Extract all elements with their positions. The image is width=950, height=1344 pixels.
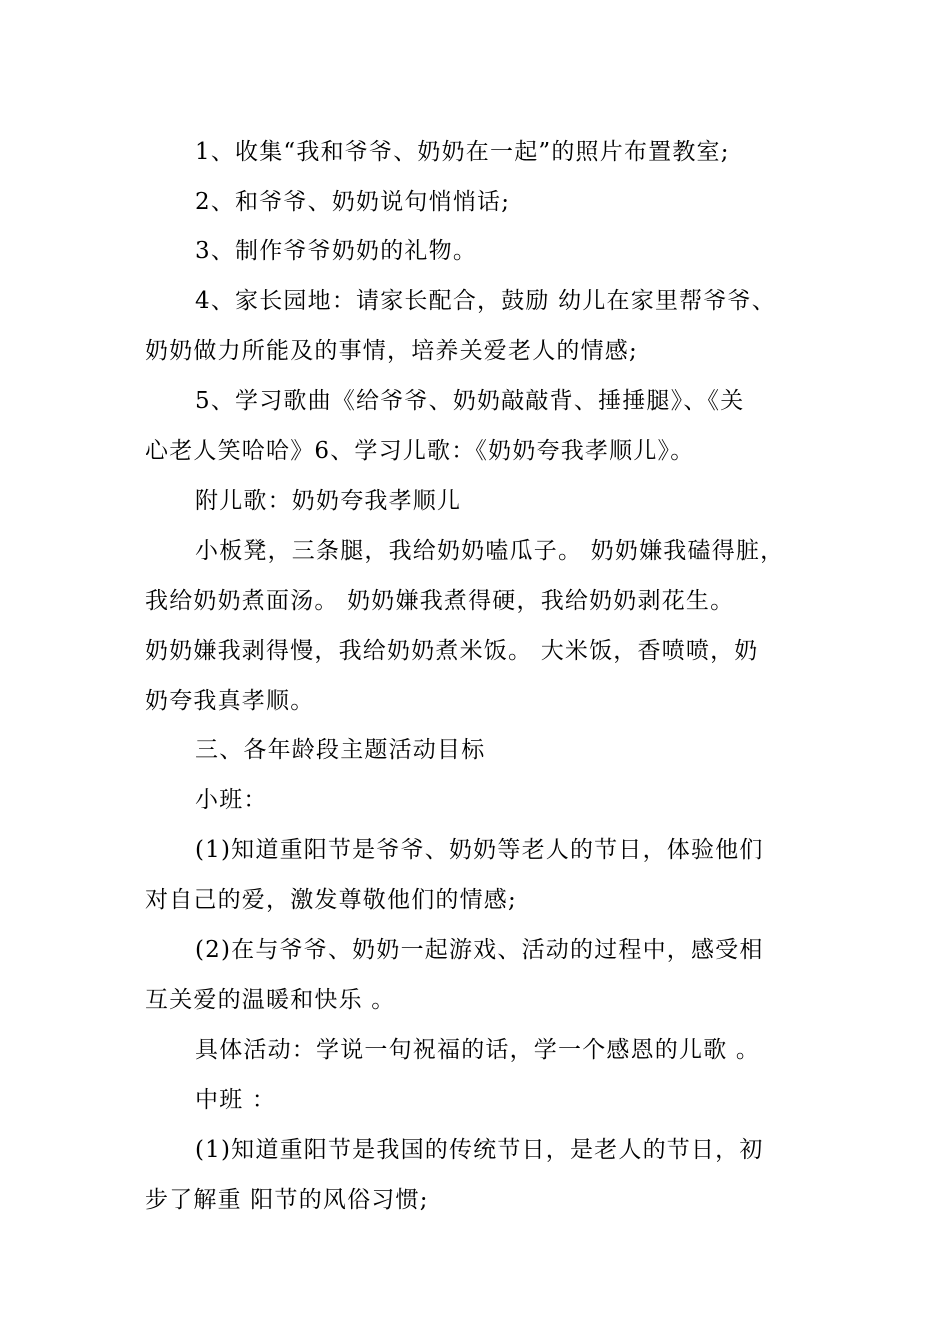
text-line: 步了解重 阳节的风俗习惯; bbox=[145, 1187, 429, 1213]
text-line: 心老人笑哈哈》6、学习儿歌：《奶奶夸我孝顺儿》。 bbox=[145, 438, 695, 464]
subheading-middle-class: 中班 ： bbox=[195, 1087, 277, 1113]
text-line: 2、和爷爷、奶奶说句悄悄话; bbox=[195, 189, 511, 215]
text-line: 1、收集“我和爷爷、奶奶在一起”的照片布置教室; bbox=[195, 139, 730, 165]
text-line: 奶夸我真孝顺。 bbox=[145, 688, 315, 714]
text-line: 奶奶做力所能及的事情，培养关爱老人的情感; bbox=[145, 338, 638, 364]
text-line: 5、学习歌曲《给爷爷、奶奶敲敲背、捶捶腿》、《关 bbox=[195, 388, 745, 414]
text-line: 4、家长园地：请家长配合，鼓励 幼儿在家里帮爷爷、 bbox=[195, 288, 776, 314]
text-line: 我给奶奶煮面汤。 奶奶嫌我煮得硬，我给奶奶剥花生。 bbox=[145, 588, 735, 614]
text-line: 奶奶嫌我剥得慢，我给奶奶煮米饭。 大米饭，香喷喷，奶 bbox=[145, 638, 759, 664]
text-line: 具体活动：学说一句祝福的话，学一个感恩的儿歌 。 bbox=[195, 1037, 761, 1063]
subheading-small-class: 小班： bbox=[195, 787, 268, 813]
text-line: 小板凳，三条腿，我给奶奶嗑瓜子。 奶奶嫌我磕得脏， bbox=[195, 538, 785, 564]
text-line: 3、制作爷爷奶奶的礼物。 bbox=[195, 238, 478, 264]
section-heading: 三、各年龄段主题活动目标 bbox=[195, 737, 486, 763]
text-line: (1)知道重阳节是我国的传统节日，是老人的节日，初 bbox=[195, 1137, 764, 1163]
text-line: 互关爱的温暖和快乐 。 bbox=[145, 987, 396, 1013]
text-line: (1)知道重阳节是爷爷、奶奶等老人的节日，体验他们 bbox=[195, 837, 764, 863]
text-line: 附儿歌：奶奶夸我孝顺儿 bbox=[195, 488, 462, 514]
text-line: (2)在与爷爷、奶奶一起游戏、活动的过程中，感受相 bbox=[195, 937, 764, 963]
text-line: 对自己的爱，激发尊敬他们的情感; bbox=[145, 887, 517, 913]
